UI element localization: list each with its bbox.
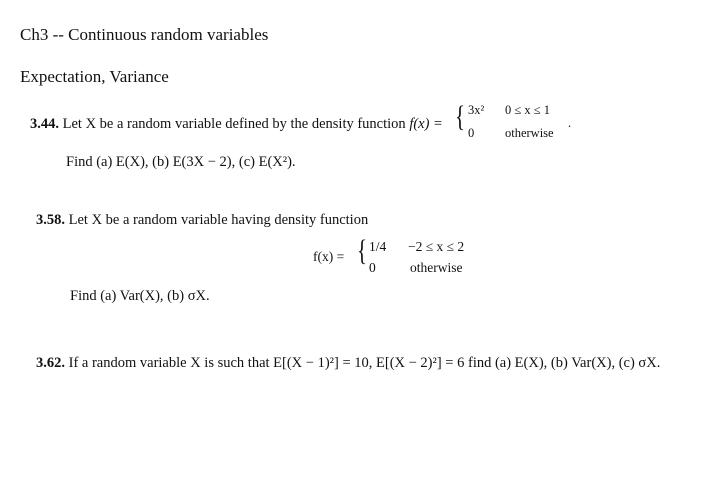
case-brace: { [455,100,466,133]
case2-value: 0 [468,126,475,140]
problem-3-44-statement [30,116,443,133]
problem-3-62-statement [36,355,660,372]
density-function-label: f(x) = [409,116,443,132]
problem-number: 3.58. [36,212,65,228]
problem-3-58-find: Find (a) Var(X), (b) σX. [70,288,210,304]
case1-condition: −2 ≤ x ≤ 2 [408,239,465,254]
case1-condition: 0 ≤ x ≤ 1 [505,103,550,117]
problem-3-58-statement [36,212,368,229]
page-title: Ch3 -- Continuous random variables [20,25,269,44]
case-brace: { [357,234,368,267]
problem-text: Let X be a random variable having density function [68,212,369,228]
page-subtitle: Expectation, Variance [20,67,169,86]
case2-condition: otherwise [410,260,463,275]
case2-condition: otherwise [505,126,554,140]
problem-text: Let X be a random variable defined by the density function [62,116,406,132]
density-function-label: f(x) = [313,249,345,264]
problem-text: If a random variable X is such that E[(X − 1)²] = 10, E[(X − 2)²] = 6 find (a) E(X), (b) Var(X), (c) σX. [68,355,661,371]
case1-value: 1/4 [369,239,387,254]
problem-number: 3.44. [30,116,59,132]
problem-3-44-find: Find (a) E(X), (b) E(3X − 2), (c) E(X²). [66,154,296,170]
case1-value: 3x² [468,103,485,117]
problem-number: 3.62. [36,355,65,371]
period: . [568,116,572,130]
case2-value: 0 [369,260,376,275]
